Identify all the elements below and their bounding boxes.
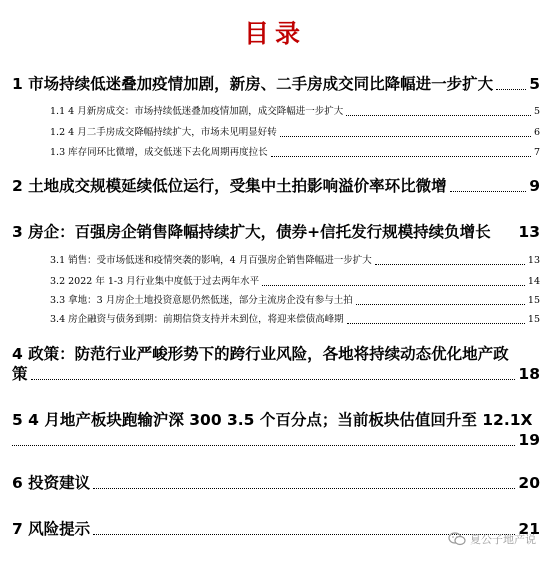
toc-leader-dots [12,445,515,446]
toc-entry-text: 4 政策：防范行业严峻形势下的跨行业风险，各地将持续动态优化地产政 [12,345,509,363]
toc-page-number: 20 [518,474,540,492]
toc-page-number: 18 [518,365,540,383]
toc-entry-6[interactable] [12,473,540,493]
toc-page-number: 14 [527,276,540,287]
toc-page-number: 15 [527,314,540,325]
toc-entry-text: 1.1 4 月新房成交：市场持续低迷叠加疫情加剧，成交降幅进一步扩大 [50,106,344,117]
toc-page-number: 9 [529,177,540,195]
toc-entry-3-4[interactable] [50,313,540,327]
toc-entry-text: 3.2 2022 年 1-3 月行业集中度低于过去两年水平 [50,276,260,287]
toc-entry-text: 1.2 4 月二手房成交降幅持续扩大，市场未见明显好转 [50,127,277,138]
toc-page-number: 13 [518,223,540,241]
toc-entry-1-1[interactable] [50,105,540,119]
toc-entry-1-3[interactable] [50,146,540,160]
watermark-text: 夏公子地产说 [470,533,536,546]
toc-entry-3[interactable] [12,222,540,242]
toc-entry-text: 7 风险提示 [12,520,91,538]
toc-leader-dots [496,89,526,90]
toc-entry-text: 3.1 销售：受市场低迷和疫情突袭的影响，4 月百强房企销售降幅进一步扩大 [50,255,372,266]
toc-leader-dots [262,285,525,286]
toc-leader-dots [346,115,531,116]
toc-leader-dots [375,264,525,265]
toc-entry-text: 3.3 拿地：3 月房企土地投资意愿仍然低迷，部分主流房企没有参与土拍 [50,295,353,306]
toc-page-number: 5 [533,106,540,117]
toc-entry-3-3[interactable] [50,294,540,308]
toc-entry-1-2[interactable] [50,126,540,140]
toc-entry-text: 1.3 库存同环比微增，成交低迷下去化周期再度拉长 [50,147,268,158]
toc-entry-text-continued: 策 [12,365,28,383]
toc-entry-text: 5 4 月地产板块跑输沪深 300 3.5 个百分点；当前板块估值回升至 12.1X [12,411,533,429]
toc-page-number: 13 [527,255,540,266]
wechat-icon [448,532,466,546]
toc-page-number: 5 [529,75,540,93]
toc-entry-4[interactable] [12,344,540,384]
toc-entry-text: 3 房企：百强房企销售降幅持续扩大，债券+信托发行规模持续负增长 [12,223,491,241]
toc-entry-5-line2 [12,430,540,450]
toc-entry-1[interactable] [12,74,540,94]
toc-leader-dots [271,156,531,157]
toc-page-number: 19 [518,431,540,449]
toc-leader-dots [31,379,516,380]
toc-page-number: 7 [533,147,540,158]
toc-leader-dots [347,323,525,324]
toc-page-number: 15 [527,295,540,306]
toc-entry-3-2[interactable] [50,275,540,289]
toc-page-number: 21 [518,520,540,538]
toc-page-number: 6 [533,127,540,138]
toc-entry-text: 1 市场持续低迷叠加疫情加剧，新房、二手房成交同比降幅进一步扩大 [12,75,494,93]
page-title: 目录 [243,19,306,48]
toc-entry-5[interactable] [12,410,540,450]
toc-entry-text: 6 投资建议 [12,474,91,492]
wechat-watermark [448,531,536,547]
toc-leader-dots [280,136,531,137]
toc-entry-text: 2 土地成交规模延续低位运行，受集中土拍影响溢价率环比微增 [12,177,447,195]
toc-leader-dots [356,304,525,305]
toc-leader-dots [450,191,527,192]
toc-entry-2[interactable] [12,176,540,196]
toc-entry-4-line2 [12,364,540,384]
toc-entry-3-1[interactable] [50,254,540,268]
toc-entry-text: 3.4 房企融资与债务到期：前期信贷支持并未到位，将迎来偿债高峰期 [50,314,344,325]
toc-leader-dots [93,488,515,489]
